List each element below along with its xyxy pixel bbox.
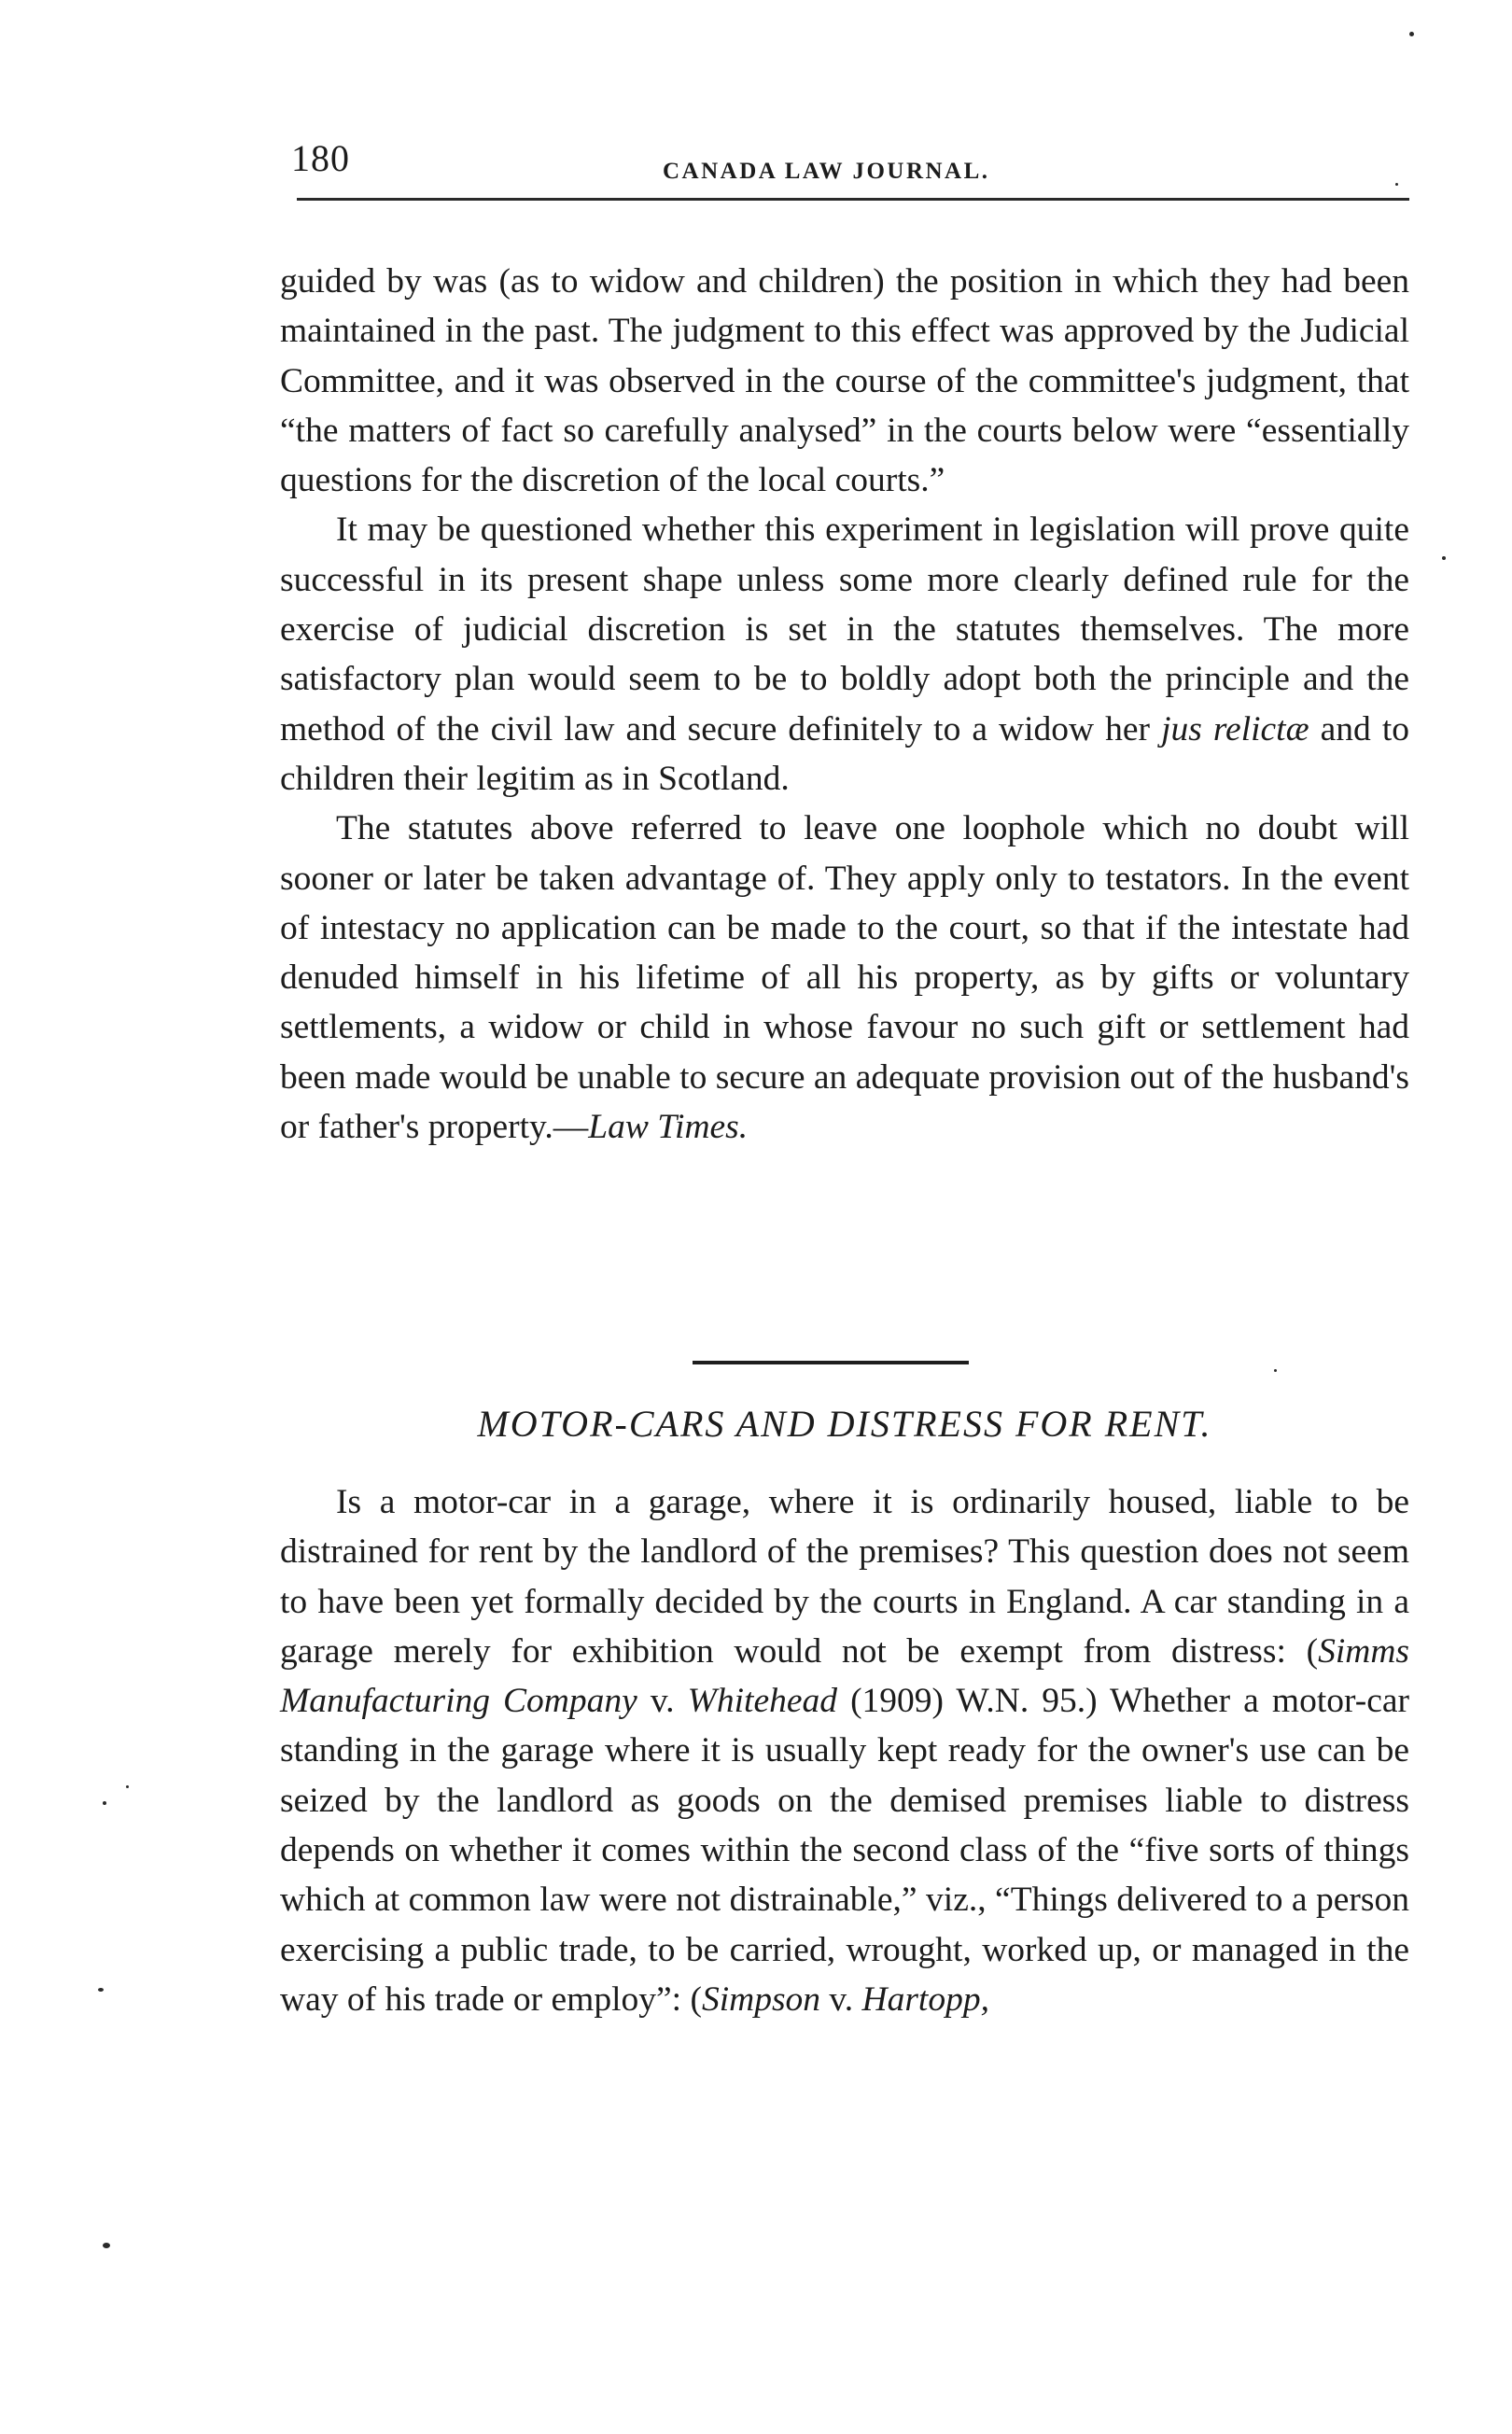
scan-speck	[126, 1785, 129, 1788]
section-body	[280, 1477, 1409, 2024]
scan-speck	[103, 2243, 110, 2248]
case-party: Simpson	[701, 1979, 821, 2019]
scan-speck	[103, 1801, 106, 1805]
paragraph-motor-cars	[280, 1477, 1409, 2024]
versus: v.	[820, 1979, 862, 2019]
section-title: MOTOR-CARS AND DISTRESS FOR RENT.	[477, 1403, 1212, 1445]
scan-speck	[1274, 1369, 1277, 1372]
paragraph-text: Is a motor-car in a garage, where it is ordinarily housed, liable to be distrained for rent by the landlord of the premises? This question does not seem to have been yet formally decided by the courts in England. A car standing in a garage merely for exhibition would not be exempt from distress: (	[280, 1483, 1409, 1671]
case-party: Hartopp,	[861, 1979, 989, 2019]
section-divider	[693, 1361, 969, 1364]
header-rule	[297, 198, 1409, 201]
paragraph-text: (1909) W.N. 95.) Whether a motor-car standing in the garage where it is usually kept ready for the owner's use can be seized by the landlord as goods on the demised premises liable to distress depends on whether it comes within the second class of the “five sorts of things which at common law were not distrainable,” viz., “Things delivered to a person exercising a public trade, to be carried, wrought, worked up, or managed in the way of his trade or employ”: (	[280, 1682, 1409, 2019]
scan-speck	[1409, 32, 1414, 36]
scan-speck	[98, 1988, 104, 1992]
paragraph-text: It may be questioned whether this experiment in legislation will prove quite successful in its present shape unless some more clearly defined rule for the exercise of judicial discretion is set in the statutes themselves. The more satisfactory plan would seem to be to boldly adopt both the principle and the method of the civil law and secure definitely to a widow her	[280, 511, 1409, 748]
paragraph-text: The statutes above referred to leave one loophole which no doubt will sooner or later be taken advantage of. They apply only to testators. In the event of intestacy no application can be made to the court, so that if the intestate had denuded himself in his lifetime of all his property, as by gifts or voluntary settlements, a widow or child in whose favour no such gift or settlement had been made would be unable to secure an adequate provision out of the husband's or father's property.—	[280, 809, 1409, 1147]
latin-term: jus relictæ	[1161, 709, 1309, 748]
paragraph-legislation	[280, 505, 1409, 804]
paragraph-continuation: guided by was (as to widow and children) the position in which they had been maintained in the past. The judgment to this effect was approved by the Judicial Committee, and it was observed in the course of the committee's judgment, that “the matters of fact so carefully analysed” in the courts below were “essentially questions for the discretion of the local courts.”	[280, 262, 1409, 500]
running-head: CANADA LAW JOURNAL.	[663, 159, 990, 184]
previous-article-ending	[280, 257, 1409, 1152]
page-header	[291, 129, 1407, 194]
paragraph-loophole	[280, 804, 1409, 1152]
case-party: Whitehead	[687, 1682, 837, 1721]
scan-speck	[1395, 183, 1398, 186]
scan-speck	[1442, 556, 1446, 560]
page-number: 180	[291, 137, 350, 179]
versus: v.	[637, 1682, 688, 1721]
case-party: Simms Manufacturing Company	[280, 1631, 1409, 1721]
paragraph-text: and to children their legitim as in Scotland.	[280, 709, 1409, 798]
source-attribution: Law Times.	[588, 1108, 749, 1147]
